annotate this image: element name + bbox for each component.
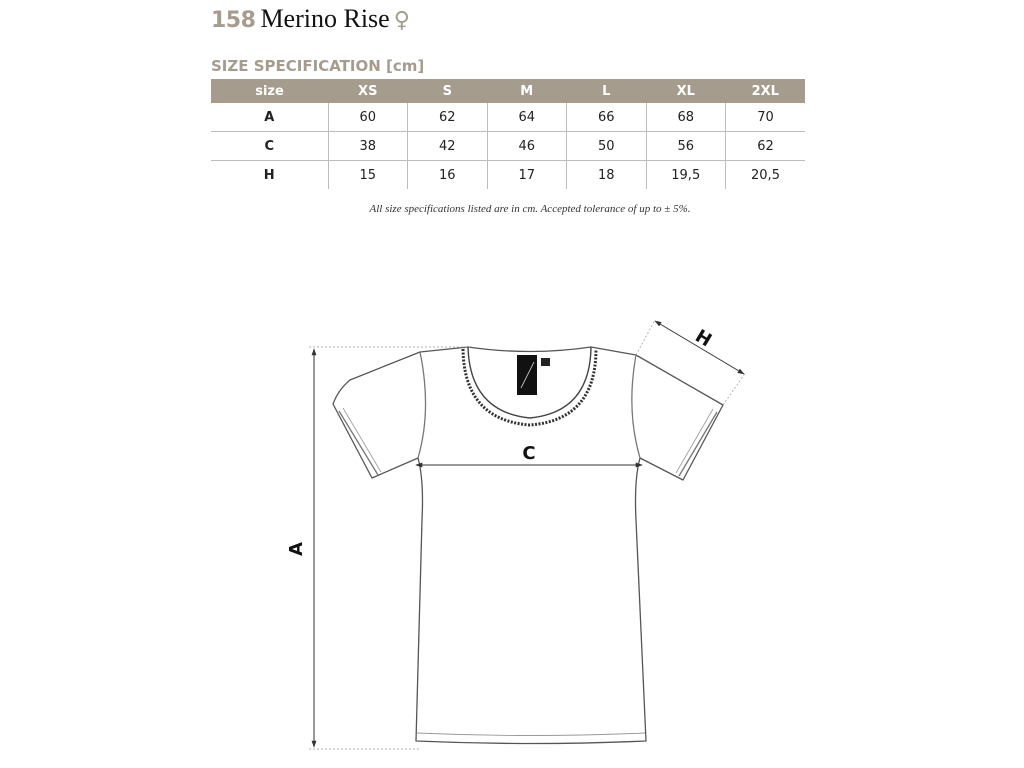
model-name: Merino Rise <box>260 4 390 33</box>
label-c: C <box>522 443 536 464</box>
column-header: XL <box>646 79 726 103</box>
dimension-a <box>286 347 470 749</box>
row-label: C <box>211 132 328 161</box>
column-header: XS <box>328 79 408 103</box>
table-cell: 56 <box>646 132 726 161</box>
table-cell: 16 <box>408 161 488 190</box>
table-cell: 38 <box>328 132 408 161</box>
row-label: A <box>211 103 328 132</box>
table-cell: 46 <box>487 132 567 161</box>
table-cell: 66 <box>567 103 647 132</box>
column-header: 2XL <box>726 79 806 103</box>
row-label: H <box>263 167 275 183</box>
dimension-c <box>416 443 642 465</box>
table-cell: 64 <box>487 103 567 132</box>
column-header: S <box>408 79 488 103</box>
brand-label-icon <box>517 355 550 395</box>
column-header: L <box>567 79 647 103</box>
model-number: 158 <box>211 8 256 33</box>
tolerance-note: All size specifications listed are in cm. Accepted tolerance of up to ± 5%. <box>369 203 691 215</box>
table-cell: 50 <box>567 132 647 161</box>
dimension-h <box>636 320 746 405</box>
table-cell: 42 <box>408 132 488 161</box>
spec-heading: SIZE SPECIFICATION [cm] <box>211 57 425 75</box>
column-header: size <box>211 79 328 103</box>
table-cell: 68 <box>646 103 726 132</box>
table-cell: 20,5 <box>726 161 806 190</box>
table-cell: 17 <box>487 161 567 190</box>
table-cell: 62 <box>408 103 488 132</box>
table-cell: 15 <box>328 161 408 190</box>
label-a: A <box>286 542 307 556</box>
table-cell: 60 <box>328 103 408 132</box>
column-header: M <box>487 79 567 103</box>
table-cell: 19,5 <box>646 161 726 190</box>
table-cell: 62 <box>726 132 806 161</box>
table-cell: 70 <box>726 103 806 132</box>
tshirt-outline <box>333 347 723 744</box>
label-h: H <box>691 325 716 352</box>
table-cell: 18 <box>567 161 647 190</box>
female-icon: ♀ <box>393 8 410 33</box>
